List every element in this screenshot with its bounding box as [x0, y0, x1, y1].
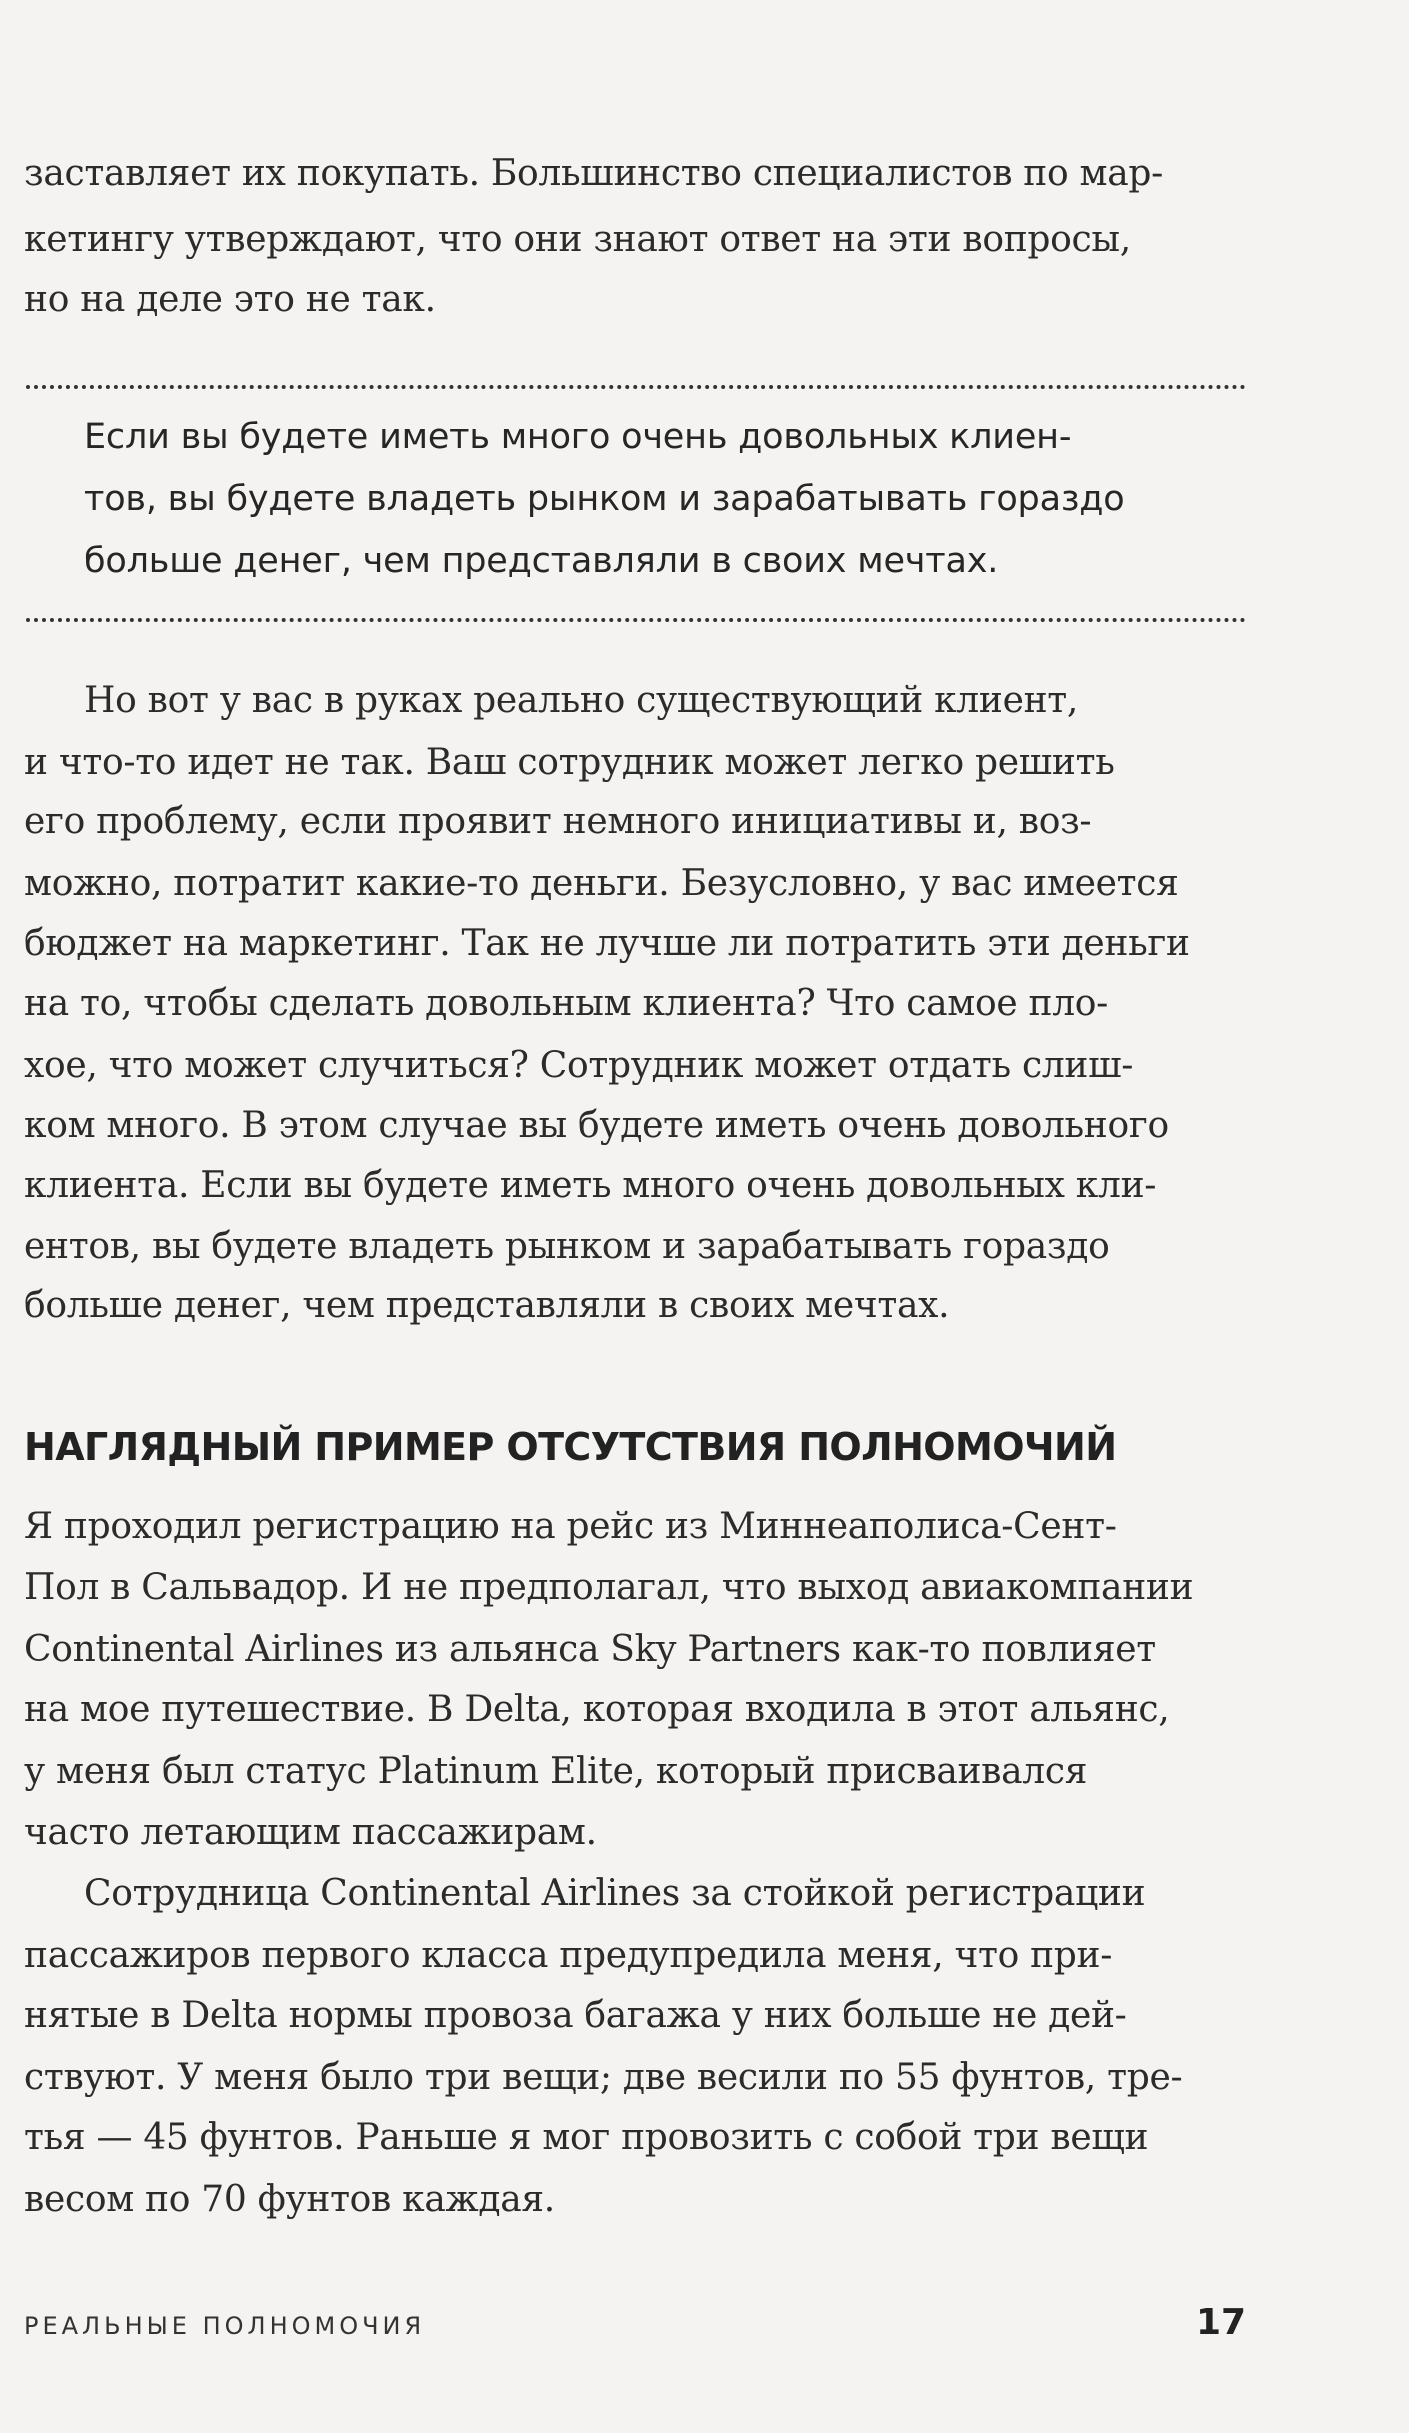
section-line: тья — 45 фунтов. Раньше я мог провозить с собой три вещи — [24, 2117, 1149, 2158]
page-number: 17 — [1196, 2302, 1247, 2343]
pullquote-line: Если вы будете иметь много очень довольных клиен- — [84, 417, 1072, 457]
intro-line: заставляет их покупать. Большинство специалистов по мар- — [24, 153, 1163, 194]
pullquote-line: больше денег, чем представляли в своих мечтах. — [84, 541, 999, 581]
pullquote-line: тов, вы будете владеть рынком и зарабатывать гораздо — [84, 479, 1125, 519]
section-line: на мое путешествие. В Delta, которая входила в этот альянс, — [24, 1689, 1170, 1730]
body-line: и что-то идет не так. Ваш сотрудник может легко решить — [24, 742, 1115, 783]
body-line: ком много. В этом случае вы будете иметь очень довольного — [24, 1105, 1169, 1146]
body-line: ентов, вы будете владеть рынком и зарабатывать гораздо — [24, 1226, 1110, 1267]
body-line: его проблему, если проявит немного инициативы и, воз- — [24, 801, 1092, 842]
body-line: на то, чтобы сделать довольным клиента? Что самое пло- — [24, 983, 1108, 1024]
body-line: хое, что может случиться? Сотрудник может отдать слиш- — [24, 1045, 1134, 1086]
section-line: пассажиров первого класса предупредила меня, что при- — [24, 1935, 1113, 1976]
body-line: больше денег, чем представляли в своих мечтах. — [24, 1285, 950, 1326]
body-line: бюджет на маркетинг. Так не лучше ли потратить эти деньги — [24, 923, 1190, 964]
body-line: Но вот у вас в руках реально существующий клиент, — [84, 680, 1079, 721]
section-line: Я проходил регистрацию на рейс из Миннеаполиса-Сент- — [24, 1506, 1117, 1547]
body-line: можно, потратит какие-то деньги. Безусловно, у вас имеется — [24, 863, 1179, 904]
section-line: Сотрудница Continental Airlines за стойкой регистрации — [84, 1873, 1146, 1914]
running-title: РЕАЛЬНЫЕ ПОЛНОМОЧИЯ — [24, 2312, 426, 2340]
section-heading: НАГЛЯДНЫЙ ПРИМЕР ОТСУТСТВИЯ ПОЛНОМОЧИЙ — [24, 1425, 1117, 1469]
intro-line: но на деле это не так. — [24, 279, 436, 320]
section-line: часто летающим пассажирам. — [24, 1812, 597, 1853]
section-line: Пол в Сальвадор. И не предполагал, что выход авиакомпании — [24, 1567, 1194, 1608]
pullquote-bottom-rule — [26, 618, 1246, 622]
section-line: ствуют. У меня было три вещи; две весили по 55 фунтов, тре- — [24, 2057, 1183, 2098]
section-line: нятые в Delta нормы провоза багажа у них больше не дей- — [24, 1995, 1127, 2036]
section-line: весом по 70 фунтов каждая. — [24, 2179, 555, 2220]
section-line: Continental Airlines из альянса Sky Partners как-то повлияет — [24, 1629, 1156, 1670]
body-line: клиента. Если вы будете иметь много очень довольных кли- — [24, 1165, 1157, 1206]
intro-line: кетингу утверждают, что они знают ответ на эти вопросы, — [24, 219, 1131, 260]
pullquote-top-rule — [26, 385, 1246, 389]
section-line: у меня был статус Platinum Elite, который присваивался — [24, 1751, 1088, 1792]
